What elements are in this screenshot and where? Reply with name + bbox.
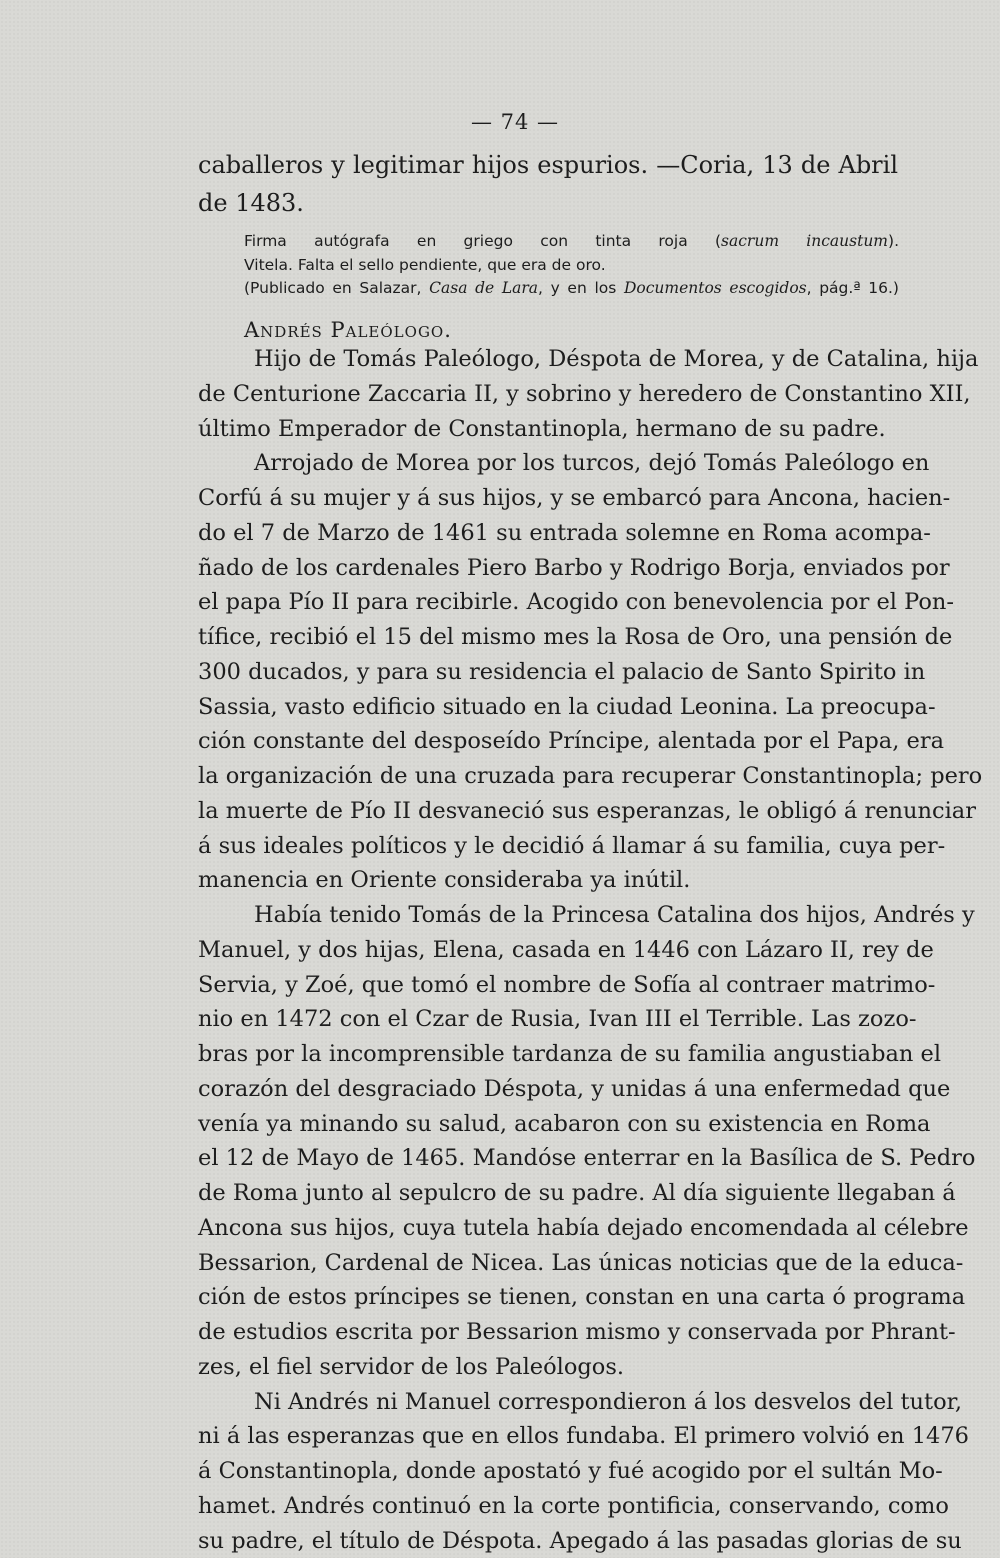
body-line: 300 ducados, y para su residencia el palacio de Santo Spirito in [198, 655, 898, 690]
body-line: Manuel, y dos hijas, Elena, casada en 1446 con Lázaro II, rey de [198, 933, 898, 968]
body-line: Corfú á su mujer y á sus hijos, y se embarcó para Ancona, hacien- [198, 481, 898, 516]
body-line: Hijo de Tomás Paleólogo, Déspota de Morea, y de Catalina, hija [198, 342, 898, 377]
body-line: Ancona sus hijos, cuya tutela había dejado encomendada al célebre [198, 1211, 898, 1246]
body-line: de Centurione Zaccaria II, y sobrino y heredero de Constantino XII, [198, 377, 898, 412]
body-line: Ni Andrés ni Manuel correspondieron á los desvelos del tutor, [198, 1385, 898, 1420]
body-line: de Roma junto al sepulcro de su padre. Al día siguiente llegaban á [198, 1176, 898, 1211]
note-line: Firma autógrafa en griego con tinta roja (sacrum incaustum). [244, 230, 899, 254]
body-line: la organización de una cruzada para recuperar Constantinopla; pero [198, 759, 898, 794]
body-line: su padre, el título de Déspota. Apegado á las pasadas glorias de su [198, 1524, 898, 1558]
body-line: último Emperador de Constantinopla, hermano de su padre. [198, 412, 898, 447]
section-heading: Andrés Paleólogo. [244, 318, 452, 342]
body-line: ñado de los cardenales Piero Barbo y Rodrigo Borja, enviados por [198, 551, 898, 586]
body-line: nio en 1472 con el Czar de Rusia, Ivan III el Terrible. Las zozo- [198, 1002, 898, 1037]
body-text [198, 342, 898, 1558]
body-line: ción de estos príncipes se tienen, constan en una carta ó programa [198, 1280, 898, 1315]
body-line: Sassia, vasto edificio situado en la ciudad Leonina. La preocupa- [198, 690, 898, 725]
page-number: — 74 — [0, 110, 1000, 134]
body-line: la muerte de Pío II desvaneció sus esperanzas, le obligó á renunciar [198, 794, 898, 829]
lead-paragraph [198, 146, 898, 222]
lead-line: de 1483. [198, 184, 898, 222]
document-notes [244, 230, 899, 301]
body-line: corazón del desgraciado Déspota, y unidas á una enfermedad que [198, 1072, 898, 1107]
body-line: zes, el fiel servidor de los Paleólogos. [198, 1350, 898, 1385]
body-line: ni á las esperanzas que en ellos fundaba. El primero volvió en 1476 [198, 1419, 898, 1454]
body-line: manencia en Oriente consideraba ya inútil. [198, 863, 898, 898]
body-line: Había tenido Tomás de la Princesa Catalina dos hijos, Andrés y [198, 898, 898, 933]
body-line: hamet. Andrés continuó en la corte pontificia, conservando, como [198, 1489, 898, 1524]
lead-line: caballeros y legitimar hijos espurios. —Coria, 13 de Abril [198, 146, 898, 184]
body-line: do el 7 de Marzo de 1461 su entrada solemne en Roma acompa- [198, 516, 898, 551]
body-line: ción constante del desposeído Príncipe, alentada por el Papa, era [198, 724, 898, 759]
body-line: de estudios escrita por Bessarion mismo y conservada por Phrant- [198, 1315, 898, 1350]
body-line: bras por la incomprensible tardanza de su familia angustiaban el [198, 1037, 898, 1072]
body-line: el papa Pío II para recibirle. Acogido con benevolencia por el Pon- [198, 585, 898, 620]
body-line: á sus ideales políticos y le decidió á llamar á su familia, cuya per- [198, 829, 898, 864]
body-line: el 12 de Mayo de 1465. Mandóse enterrar en la Basílica de S. Pedro [198, 1141, 898, 1176]
body-line: Servia, y Zoé, que tomó el nombre de Sofía al contraer matrimo- [198, 968, 898, 1003]
body-line: Arrojado de Morea por los turcos, dejó Tomás Paleólogo en [198, 446, 898, 481]
body-line: Bessarion, Cardenal de Nicea. Las únicas noticias que de la educa- [198, 1246, 898, 1281]
body-line: á Constantinopla, donde apostató y fué acogido por el sultán Mo- [198, 1454, 898, 1489]
body-line: venía ya minando su salud, acabaron con su existencia en Roma [198, 1107, 898, 1142]
note-line: (Publicado en Salazar, Casa de Lara, y en los Documentos escogidos, pág.ª 16.) [244, 277, 899, 301]
note-line: Vitela. Falta el sello pendiente, que era de oro. [244, 254, 899, 278]
body-line: tífice, recibió el 15 del mismo mes la Rosa de Oro, una pensión de [198, 620, 898, 655]
